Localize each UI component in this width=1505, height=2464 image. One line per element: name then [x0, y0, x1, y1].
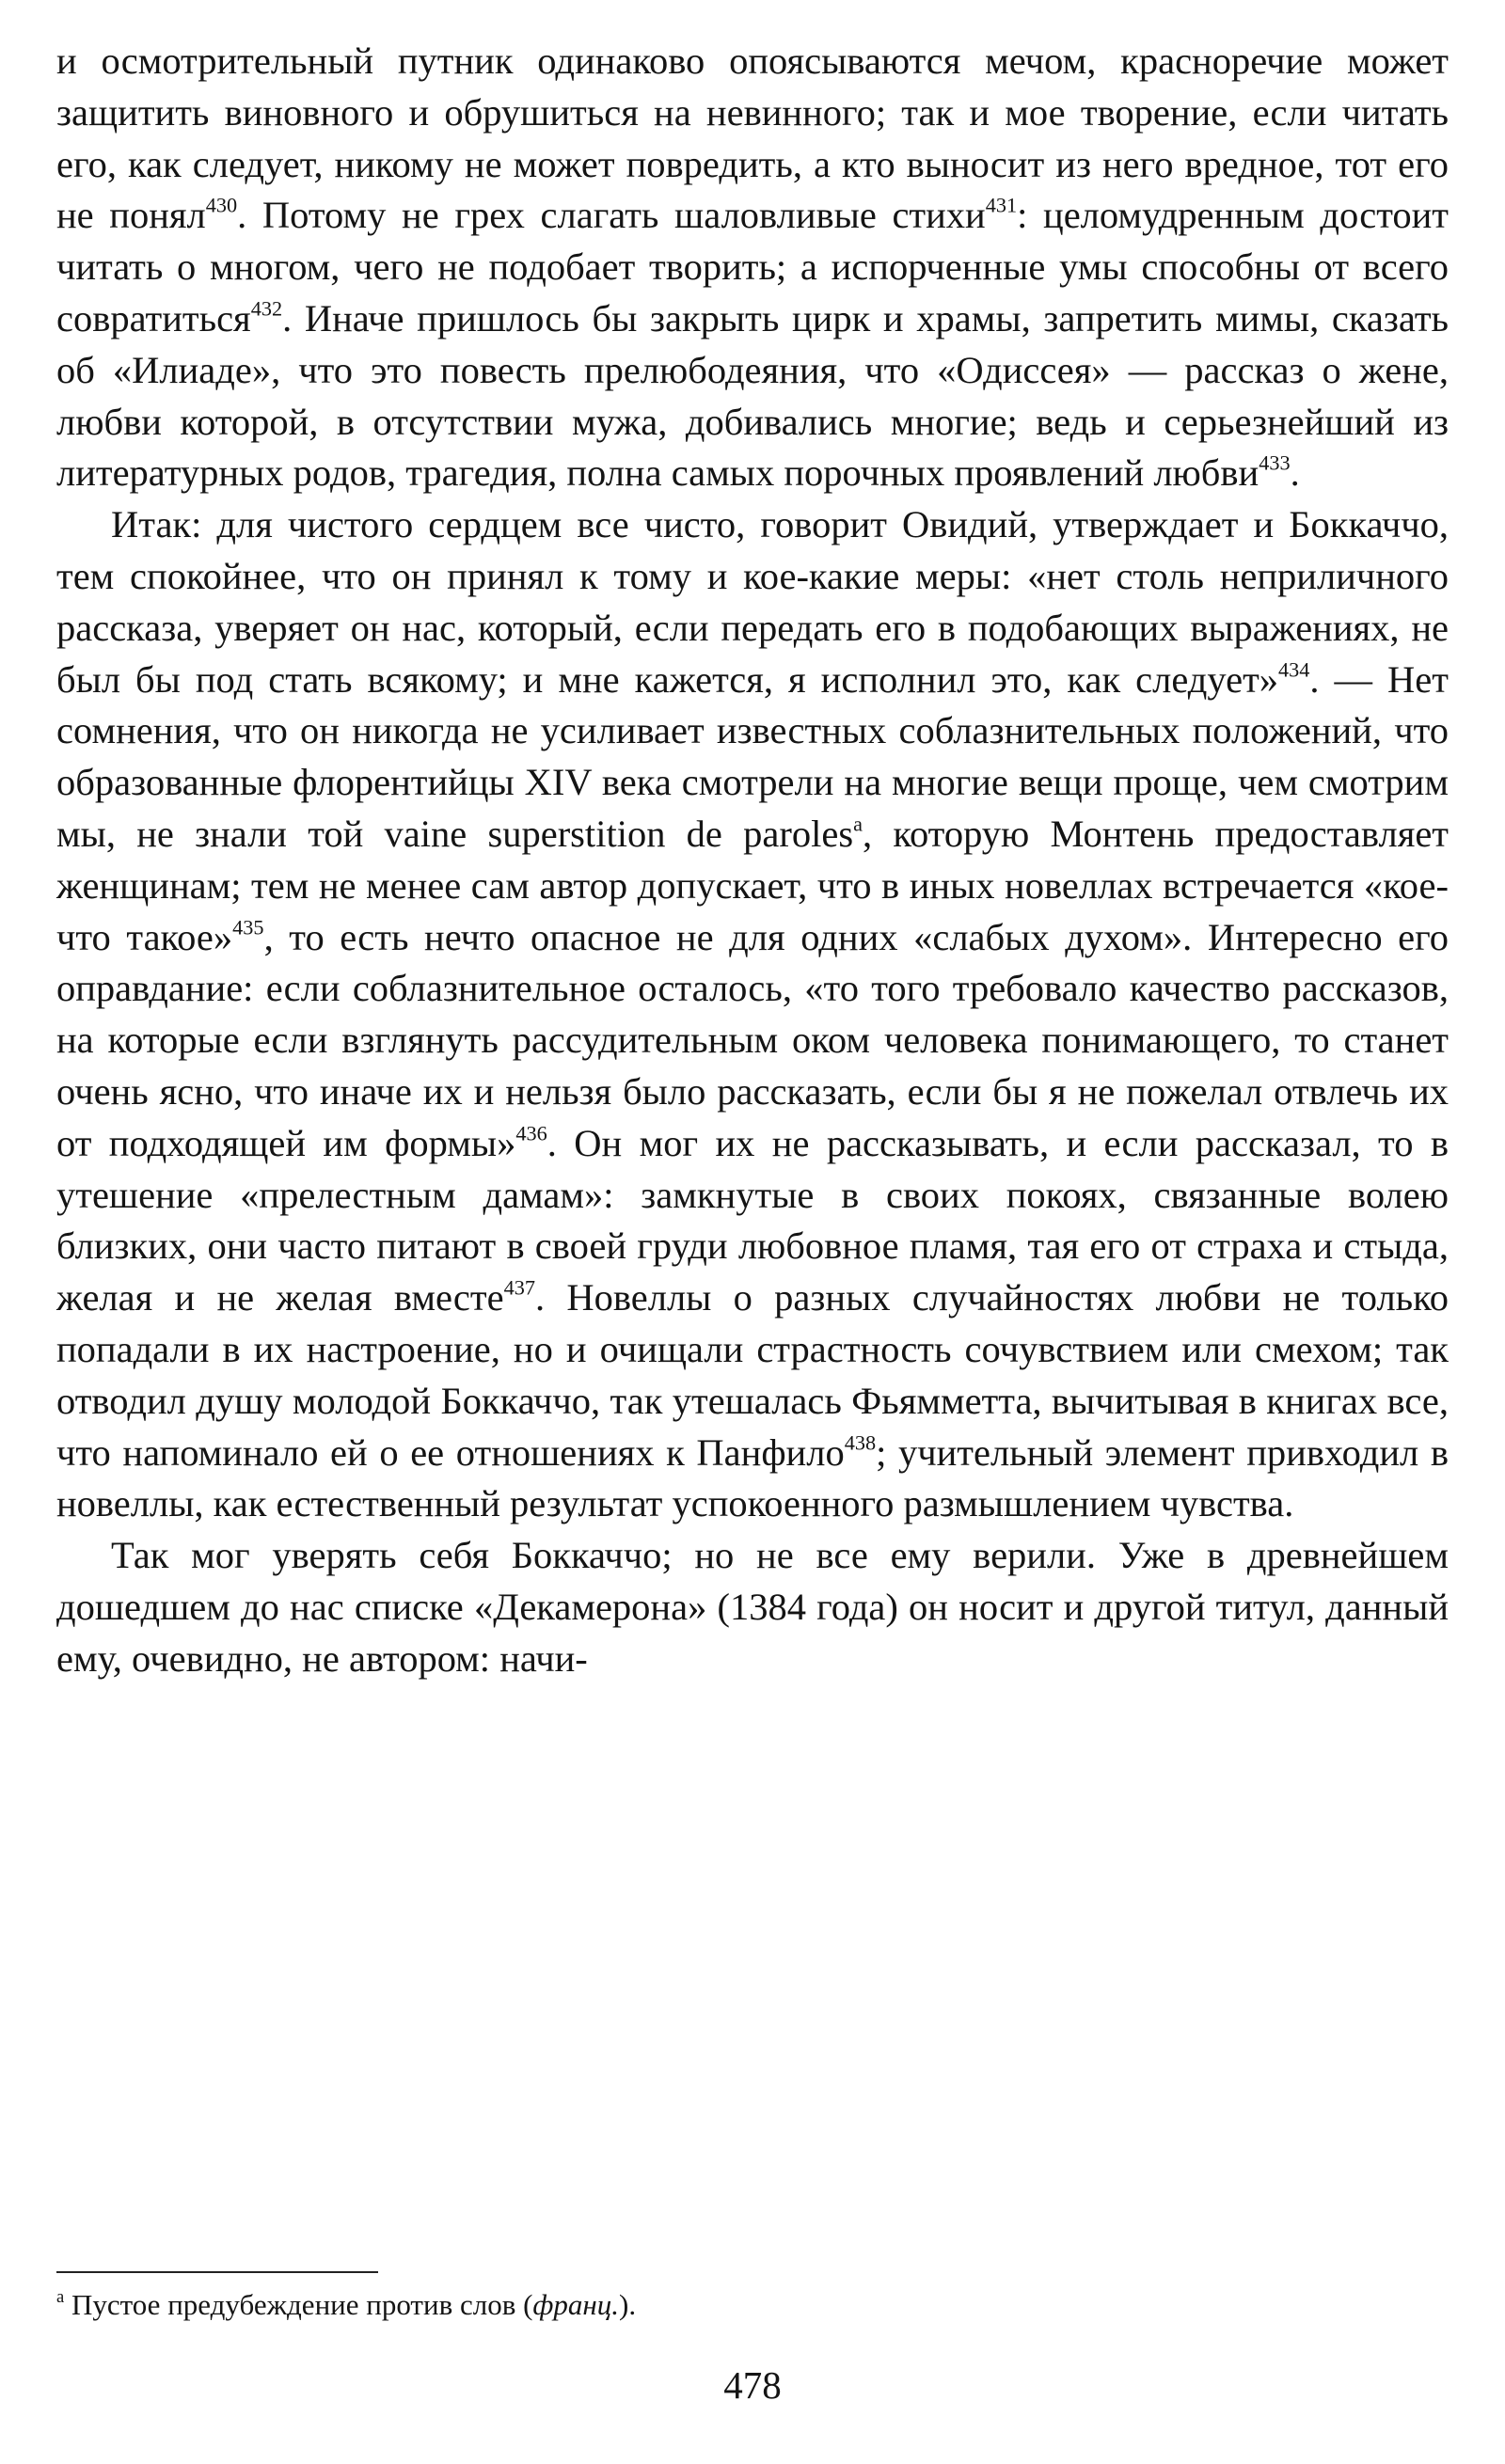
footnote-reference: а [853, 812, 863, 836]
footnote-reference: 432 [250, 296, 283, 321]
footnote-reference: 436 [515, 1121, 547, 1145]
paragraph-text: . — Нет сомнения, что он никогда не усиливает известных соблазнительных положений, что образованные флорентийцы XIV века смотрели на многие вещи проще, чем смотрим мы, не знали той vaine superstition de paroles [56, 657, 1449, 855]
paragraph-text: и осмотрительный путник одинаково опоясываются мечом, красноречие может защитить виновного и обрушиться на невинного; так и мое творение, если читать его, как следует, никому не может повредить, а кто выносит из него вредное, тот его не понял [56, 39, 1449, 237]
paragraph [56, 36, 1449, 499]
footnote-reference: 434 [1278, 656, 1310, 681]
footnote-reference: 437 [503, 1275, 535, 1300]
footnote-divider [56, 2271, 378, 2273]
footnote-closing: ). [619, 2288, 637, 2321]
paragraph-text: , которую Монтень предоставляет женщинам; тем не менее сам автор допускает, что в иных новеллах встречается «кое-что такое» [56, 812, 1449, 958]
paragraph [56, 499, 1449, 1530]
paragraph-text: ; учительный элемент привходил в новеллы, как естественный результат успокоенного размышлением чувства. [56, 1430, 1449, 1525]
footnote-reference: 433 [1259, 450, 1291, 475]
footnote [56, 2287, 1449, 2323]
paragraph-text: . Потому не грех слагать шаловливые стихи [237, 194, 986, 237]
paragraph-text: Итак: для чистого сердцем все чисто, говорит Овидий, утверждает и Боккаччо, тем спокойнее, что он принял к тому и кое-какие меры: «нет столь неприличного рассказа, уверяет он нас, который, если передать его в подобающих выражениях, не был бы под стать всякому; и мне кажется, я исполнил это, как следует» [56, 503, 1449, 701]
footnote-reference: 435 [232, 914, 264, 939]
footnote-language: франц. [532, 2288, 620, 2321]
paragraph-text: . Иначе пришлось бы закрыть цирк и храмы, запретить мимы, сказать об «Илиаде», что это повесть прелюбодеяния, что «Одиссея» — рассказ о жене, любви которой, в отсутствии мужа, добивались многие; ведь и серьезнейший из литературных родов, трагедия, полна самых порочных проявлений любви [56, 296, 1449, 495]
paragraph [56, 1530, 1449, 1684]
paragraph-text: : целомудренным достоит читать о многом, чего не подобает творить; а испорченные умы способны от всего совратиться [56, 194, 1449, 340]
paragraph-text: . [1290, 451, 1300, 495]
paragraph-text: Так мог уверять себя Боккаччо; но не все ему верили. Уже в древнейшем дошедшем до нас списке «Декамерона» (1384 года) он носит и другой титул, данный ему, очевидно, не автором: начи- [56, 1534, 1449, 1680]
footnote-text: Пустое предубеждение против слов ( [64, 2288, 533, 2321]
page-number: 478 [723, 2363, 782, 2407]
paragraph-text: . Новеллы о разных случайностях любви не только попадали в их настроение, но и очищали страстность сочувствием или смехом; так отводил душу молодой Боккаччо, так утешалась Фьямметта, вычитывая в книгах все, что напоминало ей о ее отношениях к Панфило [56, 1276, 1449, 1474]
footnote-reference: 438 [844, 1429, 877, 1454]
footnote-reference: 431 [985, 193, 1018, 217]
page-body [56, 36, 1449, 1685]
footnote-marker: а [56, 2286, 65, 2307]
paragraph-text: . Он мог их не рассказывать, и если рассказал, то в утешение «прелестным дамам»: замкнутые в своих покоях, связанные волею близких, они часто питают в своей груди любовное пламя, тая его от страха и стыда, желая и не желая вместе [56, 1121, 1449, 1319]
paragraph-text: , то есть нечто опасное не для одних «слабых духом». Интересно его оправдание: если соблазнительное осталось, «то того требовало качество рассказов, на которые если взглянуть рассудительным оком человека понимающего, то станет очень ясно, что иначе их и нельзя было рассказать, если бы я не пожелал отвлечь их от подходящей им формы» [56, 915, 1449, 1164]
footnote-reference: 430 [205, 193, 238, 217]
